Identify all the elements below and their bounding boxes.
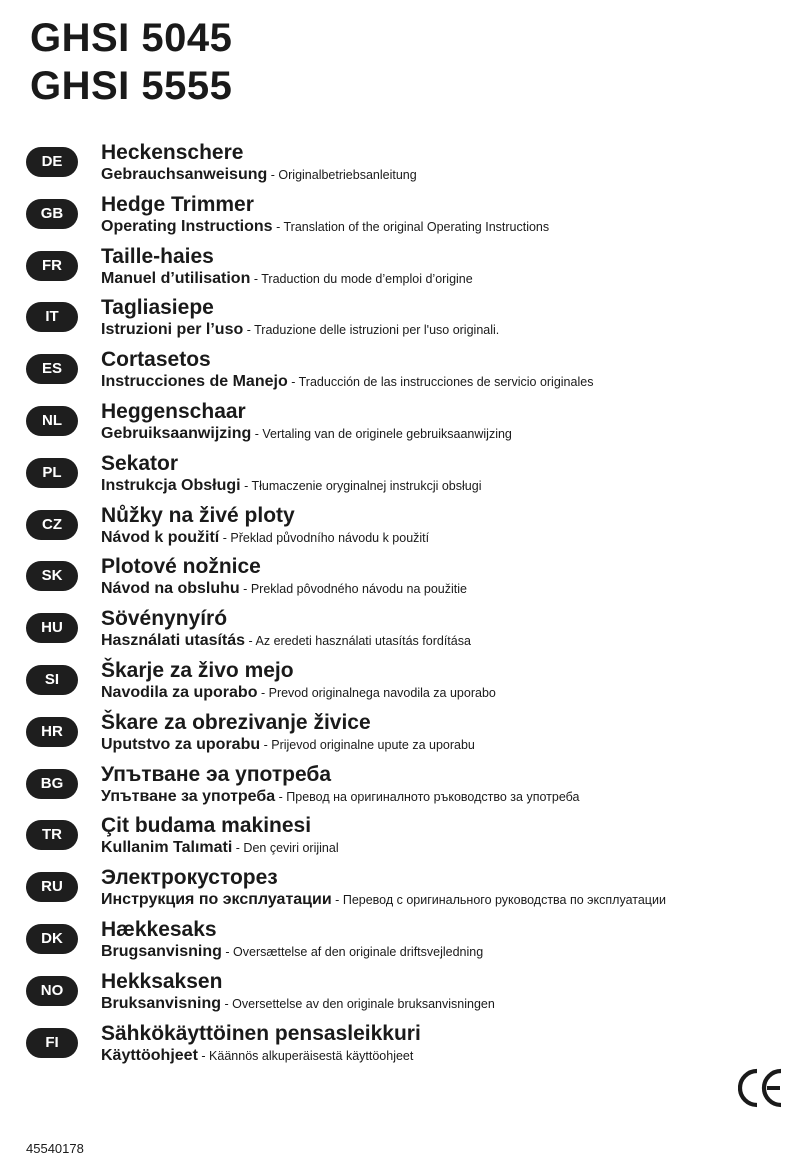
separator: - xyxy=(270,168,275,182)
manual-title: Kullanim Talımati xyxy=(101,839,233,857)
manual-line xyxy=(101,890,781,910)
manual-title: Instrukcja Obsługi xyxy=(101,476,241,494)
translation-note: Traduzione delle istruzioni per l'uso originali. xyxy=(254,323,500,338)
manual-line xyxy=(101,631,781,651)
separator: - xyxy=(291,375,296,390)
language-row-sk xyxy=(26,554,786,604)
manual-title: Bruksanvisning xyxy=(101,994,222,1012)
language-row-de xyxy=(26,140,786,190)
translation-note: Vertaling van de originele gebruiksaanwijzing xyxy=(262,427,512,441)
manual-title: Gebruiksaanwijzing xyxy=(101,425,252,442)
manual-title: Használati utasítás xyxy=(101,632,246,650)
product-name: Çit budama makinesi xyxy=(101,814,312,838)
language-texts xyxy=(101,917,781,962)
language-row-hr xyxy=(26,710,786,760)
language-code-badge: TR xyxy=(26,820,78,850)
manual-line xyxy=(101,683,781,703)
language-code-badge: RU xyxy=(26,872,78,902)
product-name: Heggenschaar xyxy=(101,400,246,423)
language-row-cz xyxy=(26,503,786,553)
language-row-nl xyxy=(26,399,786,449)
manual-line xyxy=(101,320,781,340)
separator: - xyxy=(248,634,253,649)
translation-note: Preklad pôvodného návodu na použitie xyxy=(250,582,467,597)
translation-note: Den çeviri orijinal xyxy=(243,841,339,856)
product-name: Plotové nožnice xyxy=(101,555,261,579)
language-texts xyxy=(101,865,781,910)
separator: - xyxy=(276,219,281,234)
language-code-badge: FR xyxy=(26,251,78,281)
language-code-badge: NO xyxy=(26,976,78,1006)
translation-note: Traduction du mode d’emploi d’origine xyxy=(261,271,473,286)
translation-note: Prevod originalnega navodila za uporabo xyxy=(268,686,496,700)
manual-line xyxy=(101,1046,781,1066)
language-texts xyxy=(101,969,781,1014)
manual-line xyxy=(101,579,781,599)
separator: - xyxy=(243,582,248,597)
separator: - xyxy=(225,945,230,959)
product-name: Электрокусторез xyxy=(101,866,278,890)
separator: - xyxy=(224,996,229,1011)
product-name: Hedge Trimmer xyxy=(101,192,254,216)
manual-title: Návod na obsluhu xyxy=(101,580,240,598)
separator: - xyxy=(278,789,283,804)
manual-line xyxy=(101,787,781,807)
language-texts xyxy=(101,192,781,237)
language-row-es xyxy=(26,347,786,397)
language-code-badge: DE xyxy=(26,147,78,177)
language-row-it xyxy=(26,295,786,345)
product-name: Taille-haies xyxy=(101,244,214,268)
language-code-badge: NL xyxy=(26,406,78,436)
manual-title: Упътване за употреба xyxy=(101,787,276,805)
language-texts xyxy=(101,813,781,858)
manual-title: Manuel d’utilisation xyxy=(101,269,251,287)
language-texts xyxy=(101,606,781,651)
language-texts xyxy=(101,554,781,599)
manual-line xyxy=(101,476,781,496)
manual-line xyxy=(101,217,781,237)
language-code-badge: FI xyxy=(26,1028,78,1058)
language-code-badge: PL xyxy=(26,458,78,488)
separator: - xyxy=(263,737,268,752)
language-code-badge: GB xyxy=(26,199,78,229)
separator: - xyxy=(260,686,266,700)
separator: - xyxy=(335,893,340,908)
language-texts xyxy=(101,140,781,185)
manual-line xyxy=(101,942,781,962)
language-code-badge: HU xyxy=(26,613,78,643)
manual-title: Brugsanvisning xyxy=(101,943,222,960)
language-texts xyxy=(101,399,781,444)
language-texts xyxy=(101,451,781,496)
product-name: Hekksaksen xyxy=(101,969,223,993)
translation-note: Prijevod originalne upute za uporabu xyxy=(271,737,475,752)
translation-note: Traducción de las instrucciones de servicio originales xyxy=(298,375,594,390)
product-name: Hækkesaks xyxy=(101,918,217,941)
manual-title: Uputstvo za uporabu xyxy=(101,735,261,753)
language-texts xyxy=(101,658,781,703)
manual-line xyxy=(101,838,781,858)
language-texts xyxy=(101,710,781,755)
language-row-bg xyxy=(26,762,786,812)
model-name: GHSI 5045 xyxy=(30,16,233,60)
translation-note: Překlad původního návodu k použití xyxy=(230,530,430,545)
language-row-dk xyxy=(26,917,786,967)
model-name: GHSI 5555 xyxy=(30,64,233,108)
language-texts xyxy=(101,762,781,807)
separator: - xyxy=(235,841,240,856)
language-code-badge: BG xyxy=(26,769,78,799)
separator: - xyxy=(222,530,227,545)
separator: - xyxy=(246,323,251,338)
language-row-ru xyxy=(26,865,786,915)
language-code-badge: HR xyxy=(26,717,78,747)
separator: - xyxy=(253,271,258,286)
language-texts xyxy=(101,347,781,392)
product-name: Tagliasiepe xyxy=(101,296,214,320)
manual-title: Operating Instructions xyxy=(101,217,273,235)
product-name: Sekator xyxy=(101,451,179,475)
language-row-si xyxy=(26,658,786,708)
language-code-badge: SK xyxy=(26,561,78,591)
language-code-badge: SI xyxy=(26,665,78,695)
product-name: Nůžky na živé ploty xyxy=(101,503,295,527)
product-name: Sähkökäyttöinen pensasleikkuri xyxy=(101,1021,421,1045)
manual-line xyxy=(101,165,781,185)
language-code-badge: DK xyxy=(26,924,78,954)
language-texts xyxy=(101,503,781,548)
model-header xyxy=(30,14,232,110)
language-row-no xyxy=(26,969,786,1019)
language-texts xyxy=(101,295,781,340)
product-name: Škarje za živo mejo xyxy=(101,659,294,682)
translation-note: Перевод с оригинального руководства по эксплуатации xyxy=(342,893,666,908)
manual-title: Istruzioni per l’uso xyxy=(101,321,244,339)
manual-title: Navodila za uporabo xyxy=(101,684,258,701)
translation-note: Oversættelse af den originale driftsvejledning xyxy=(233,945,484,959)
language-row-tr xyxy=(26,813,786,863)
language-texts xyxy=(101,244,781,289)
product-name: Упътване эа употреба xyxy=(101,762,331,786)
translation-note: Превод на оригиналното ръководство за употреба xyxy=(286,789,580,804)
product-name: Heckenschere xyxy=(101,141,244,164)
translation-note: Tłumaczenie oryginalnej instrukcji obsługi xyxy=(251,478,482,493)
manual-title: Gebrauchsanweisung xyxy=(101,166,268,183)
separator: - xyxy=(201,1048,206,1063)
product-name: Cortasetos xyxy=(101,348,211,372)
language-code-badge: CZ xyxy=(26,510,78,540)
manual-title: Návod k použití xyxy=(101,528,220,546)
manual-title: Instrucciones de Manejo xyxy=(101,373,288,391)
separator: - xyxy=(254,427,259,441)
translation-note: Oversettelse av den originale bruksanvisningen xyxy=(232,996,495,1011)
language-row-gb xyxy=(26,192,786,242)
language-row-fi xyxy=(26,1021,786,1071)
manual-line xyxy=(101,528,781,548)
manual-line xyxy=(101,372,781,392)
ce-mark-icon xyxy=(738,1068,784,1108)
separator: - xyxy=(244,478,249,493)
translation-note: Originalbetriebsanleitung xyxy=(278,168,417,182)
document-number: 45540178 xyxy=(26,1141,84,1156)
product-name: Sövénynyíró xyxy=(101,607,228,631)
manual-title: Инструкция по эксплуатации xyxy=(101,891,332,909)
translation-note: Az eredeti használati utasítás fordítása xyxy=(255,634,471,649)
language-row-pl xyxy=(26,451,786,501)
manual-line xyxy=(101,424,781,444)
language-row-fr xyxy=(26,244,786,294)
translation-note: Translation of the original Operating Instructions xyxy=(283,219,550,234)
manual-line xyxy=(101,994,781,1014)
product-name: Škare za obrezivanje živice xyxy=(101,710,371,734)
language-code-badge: IT xyxy=(26,302,78,332)
manual-line xyxy=(101,269,781,289)
translation-note: Käännös alkuperäisestä käyttöohjeet xyxy=(209,1048,414,1063)
language-code-badge: ES xyxy=(26,354,78,384)
language-texts xyxy=(101,1021,781,1066)
manual-title: Käyttöohjeet xyxy=(101,1046,198,1064)
manual-line xyxy=(101,735,781,755)
language-row-hu xyxy=(26,606,786,656)
